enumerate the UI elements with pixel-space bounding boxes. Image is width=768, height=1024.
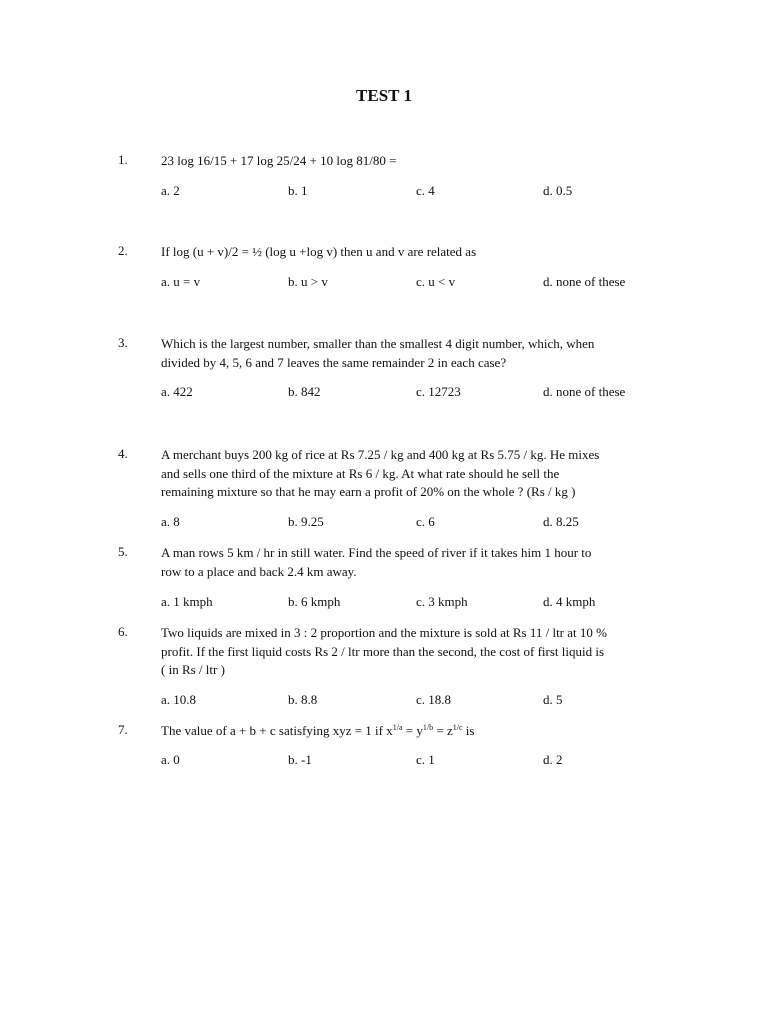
question-line: and sells one third of the mixture at Rs 6 / kg. At what rate should he sell the — [161, 465, 560, 481]
question-text — [161, 544, 651, 581]
option-c: c. 1 — [416, 752, 435, 767]
question-text — [161, 243, 651, 262]
option-d: d. none of these — [543, 274, 626, 289]
option-c: c. u < v — [416, 274, 456, 289]
option-a: a. 10.8 — [161, 692, 197, 707]
question-text-start: The value of a + b + c satisfying xyz = 1 if x — [161, 723, 393, 738]
option-a: a. 8 — [161, 514, 180, 529]
option-c: c. 3 kmph — [416, 594, 468, 609]
question-line: Two liquids are mixed in 3 : 2 proportion and the mixture is sold at Rs 11 / ltr at 10 % — [161, 625, 607, 640]
option-b: b. 8.8 — [288, 692, 318, 707]
option-b: b. 9.25 — [288, 514, 324, 529]
option-b: b. 1 — [288, 183, 308, 198]
option-a: a. 0 — [161, 752, 180, 767]
question-line — [161, 722, 651, 741]
question-line: Which is the largest number, smaller than the smallest 4 digit number, which, when — [161, 336, 595, 351]
question-number: 7. — [118, 722, 128, 737]
question-text — [161, 446, 651, 502]
question-number: 5. — [118, 544, 128, 559]
option-a: a. 422 — [161, 384, 193, 399]
question-line: ( in Rs / ltr ) — [161, 662, 225, 677]
option-d: d. 2 — [543, 752, 563, 767]
option-d: d. 8.25 — [543, 514, 579, 529]
option-c: c. 12723 — [416, 384, 461, 399]
option-b: b. 842 — [288, 384, 321, 399]
option-a: a. 1 kmph — [161, 594, 213, 609]
page-title: TEST 1 — [356, 86, 412, 105]
option-a: a. u = v — [161, 274, 201, 289]
question-line: divided by 4, 5, 6 and 7 leaves the same remainder 2 in each case? — [161, 354, 507, 370]
question-line: 23 log 16/15 + 17 log 25/24 + 10 log 81/80 = — [161, 153, 397, 168]
exponent-c: 1/c — [452, 723, 463, 732]
option-b: b. 6 kmph — [288, 594, 341, 609]
question-line: A man rows 5 km / hr in still water. Find the speed of river if it takes him 1 hour to — [161, 545, 592, 560]
question-number: 4. — [118, 446, 128, 461]
question-text — [161, 722, 651, 741]
option-c: c. 18.8 — [416, 692, 452, 707]
question-text-mid: = z — [433, 723, 453, 738]
question-number: 3. — [118, 335, 128, 350]
option-a: a. 2 — [161, 183, 180, 198]
question-text — [161, 335, 651, 372]
option-c: c. 4 — [416, 183, 435, 198]
question-line: row to a place and back 2.4 km away. — [161, 563, 357, 579]
question-number: 2. — [118, 243, 128, 258]
option-b: b. u > v — [288, 274, 328, 289]
option-b: b. -1 — [288, 752, 312, 767]
exponent-b: 1/b — [422, 723, 434, 732]
option-d: d. 0.5 — [543, 183, 573, 198]
option-d: d. 4 kmph — [543, 594, 596, 609]
question-text — [161, 624, 651, 680]
option-d: d. 5 — [543, 692, 563, 707]
question-line: profit. If the first liquid costs Rs 2 / ltr more than the second, the cost of first liquid is — [161, 643, 605, 659]
question-line: A merchant buys 200 kg of rice at Rs 7.25 / kg and 400 kg at Rs 5.75 / kg. He mixes — [161, 447, 600, 462]
question-text — [161, 152, 651, 171]
question-text-mid: = y — [402, 723, 423, 738]
question-line: remaining mixture so that he may earn a profit of 20% on the whole ? (Rs / kg ) — [161, 484, 576, 499]
question-text-end: is — [462, 723, 475, 738]
option-d: d. none of these — [543, 384, 626, 399]
exponent-a: 1/a — [392, 723, 403, 732]
question-number: 1. — [118, 152, 128, 167]
option-c: c. 6 — [416, 514, 435, 529]
question-line: If log (u + v)/2 = ½ (log u +log v) then u and v are related as — [161, 244, 477, 259]
question-number: 6. — [118, 624, 128, 639]
